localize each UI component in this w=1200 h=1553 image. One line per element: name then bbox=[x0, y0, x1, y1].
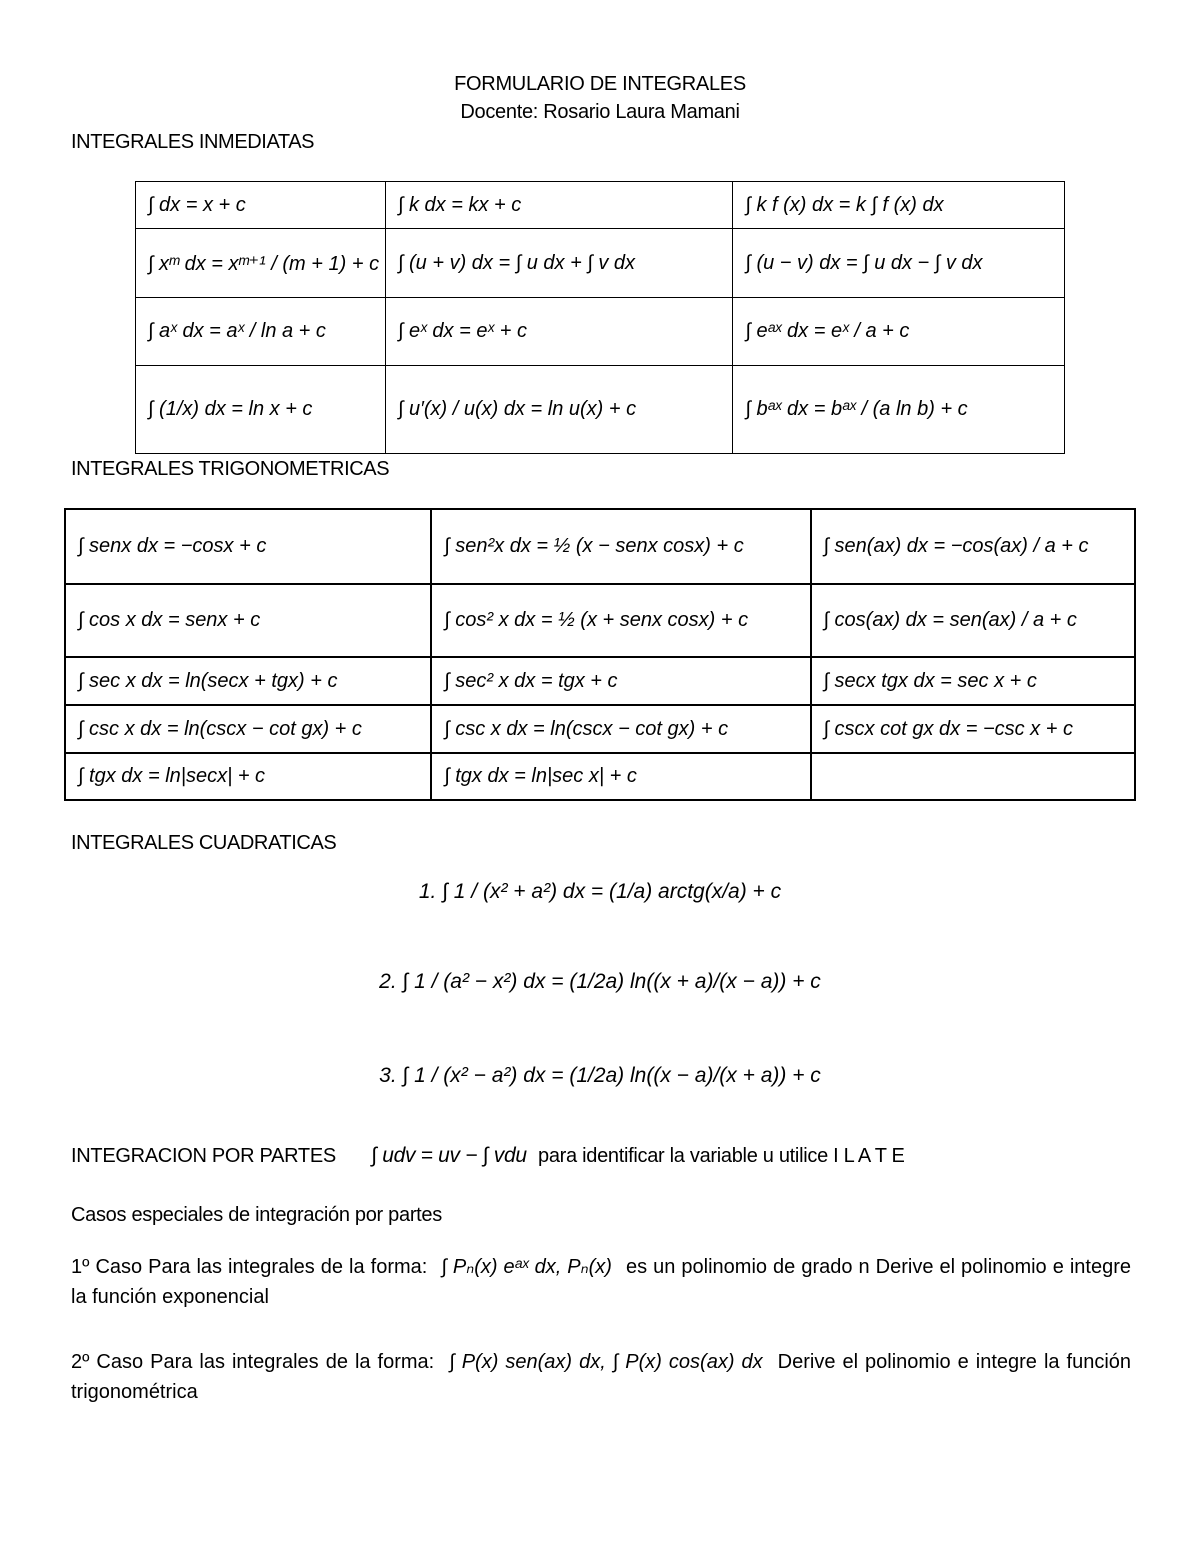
case-2 bbox=[71, 1347, 1131, 1407]
formula-cell: ∫ sen²x dx = ½ (x − senx cosx) + c bbox=[431, 509, 810, 584]
parts-formula: ∫ udv = uv − ∫ vdu bbox=[371, 1144, 527, 1167]
table-row bbox=[65, 753, 1135, 800]
formula-cell: ∫ csc x dx = ln(cscx − cot gx) + c bbox=[431, 705, 810, 753]
formula-cell: ∫ (u − v) dx = ∫ u dx − ∫ v dx bbox=[733, 229, 1065, 298]
formula-cell: ∫ k f (x) dx = k ∫ f (x) dx bbox=[733, 182, 1065, 229]
formula-cell: ∫ eˣ dx = eˣ + c bbox=[385, 298, 732, 366]
formula-cell: ∫ dx = x + c bbox=[136, 182, 386, 229]
table-row bbox=[136, 182, 1065, 229]
case-1-label: 1º Caso Para las integrales de la forma: bbox=[71, 1256, 428, 1278]
table-row bbox=[136, 229, 1065, 298]
table-row bbox=[65, 584, 1135, 657]
case-1-formula: ∫ Pₙ(x) eᵃˣ dx, Pₙ(x) bbox=[441, 1256, 612, 1278]
trig-integrals-table bbox=[64, 508, 1136, 801]
parts-note: para identificar la variable u utilice I L A T E bbox=[538, 1145, 905, 1167]
formula-cell: ∫ cos(ax) dx = sen(ax) / a + c bbox=[811, 584, 1135, 657]
formula-cell: ∫ tgx dx = ln|sec x| + c bbox=[431, 753, 810, 800]
formula-cell: ∫ cscx cot gx dx = −csc x + c bbox=[811, 705, 1135, 753]
teacher-name: Docente: Rosario Laura Mamani bbox=[460, 101, 740, 123]
case-1 bbox=[71, 1252, 1131, 1312]
table-row bbox=[136, 366, 1065, 454]
formula-cell: ∫ sec² x dx = tgx + c bbox=[431, 657, 810, 705]
section-heading-quadratic: INTEGRALES CUADRATICAS bbox=[71, 832, 337, 854]
quadratic-formula-3: 3. ∫ 1 / (x² − a²) dx = (1/2a) ln((x − a)/(x + a)) + c bbox=[379, 1064, 821, 1087]
table-row bbox=[65, 509, 1135, 584]
formula-cell: ∫ cos x dx = senx + c bbox=[65, 584, 431, 657]
document-title: FORMULARIO DE INTEGRALES bbox=[454, 73, 746, 95]
formula-cell: ∫ aˣ dx = aˣ / ln a + c bbox=[136, 298, 386, 366]
formula-cell: ∫ cos² x dx = ½ (x + senx cosx) + c bbox=[431, 584, 810, 657]
section-heading-parts: INTEGRACION POR PARTES bbox=[71, 1145, 336, 1167]
formula-cell: ∫ sec x dx = ln(secx + tgx) + c bbox=[65, 657, 431, 705]
formula-cell: ∫ tgx dx = ln|secx| + c bbox=[65, 753, 431, 800]
formula-cell: ∫ u′(x) / u(x) dx = ln u(x) + c bbox=[385, 366, 732, 454]
section-heading-trig: INTEGRALES TRIGONOMETRICAS bbox=[71, 458, 390, 480]
formula-cell: ∫ k dx = kx + c bbox=[385, 182, 732, 229]
case-2-formula: ∫ P(x) sen(ax) dx, ∫ P(x) cos(ax) dx bbox=[449, 1351, 763, 1373]
formula-cell-empty bbox=[811, 753, 1135, 800]
formula-cell: ∫ csc x dx = ln(cscx − cot gx) + c bbox=[65, 705, 431, 753]
table-row bbox=[65, 657, 1135, 705]
formula-cell: ∫ secx tgx dx = sec x + c bbox=[811, 657, 1135, 705]
formula-cell: ∫ (u + v) dx = ∫ u dx + ∫ v dx bbox=[385, 229, 732, 298]
case-2-label: 2º Caso Para las integrales de la forma: bbox=[71, 1351, 435, 1373]
formula-cell: ∫ xᵐ dx = xᵐ⁺¹ / (m + 1) + c bbox=[136, 229, 386, 298]
case-2-text: Derive el polinomio e integre la función trigonométrica bbox=[71, 1351, 1132, 1403]
special-cases-title: Casos especiales de integración por partes bbox=[71, 1204, 442, 1226]
formula-cell: ∫ senx dx = −cosx + c bbox=[65, 509, 431, 584]
quadratic-formula-1: 1. ∫ 1 / (x² + a²) dx = (1/a) arctg(x/a) + c bbox=[418, 880, 782, 903]
formula-cell: ∫ (1/x) dx = ln x + c bbox=[136, 366, 386, 454]
case-1-text: es un polinomio de grado n Derive el polinomio e integre la función exponencial bbox=[71, 1256, 1131, 1308]
formula-cell: ∫ sen(ax) dx = −cos(ax) / a + c bbox=[811, 509, 1135, 584]
table-row bbox=[136, 298, 1065, 366]
section-heading-immediate: INTEGRALES INMEDIATAS bbox=[71, 131, 315, 153]
quadratic-formula-2: 2. ∫ 1 / (a² − x²) dx = (1/2a) ln((x + a)/(x − a)) + c bbox=[379, 970, 821, 993]
immediate-integrals-table bbox=[135, 181, 1065, 454]
formula-cell: ∫ eᵃˣ dx = eˣ / a + c bbox=[733, 298, 1065, 366]
table-row bbox=[65, 705, 1135, 753]
parts-section bbox=[71, 1144, 1151, 1168]
formula-cell: ∫ bᵃˣ dx = bᵃˣ / (a ln b) + c bbox=[733, 366, 1065, 454]
